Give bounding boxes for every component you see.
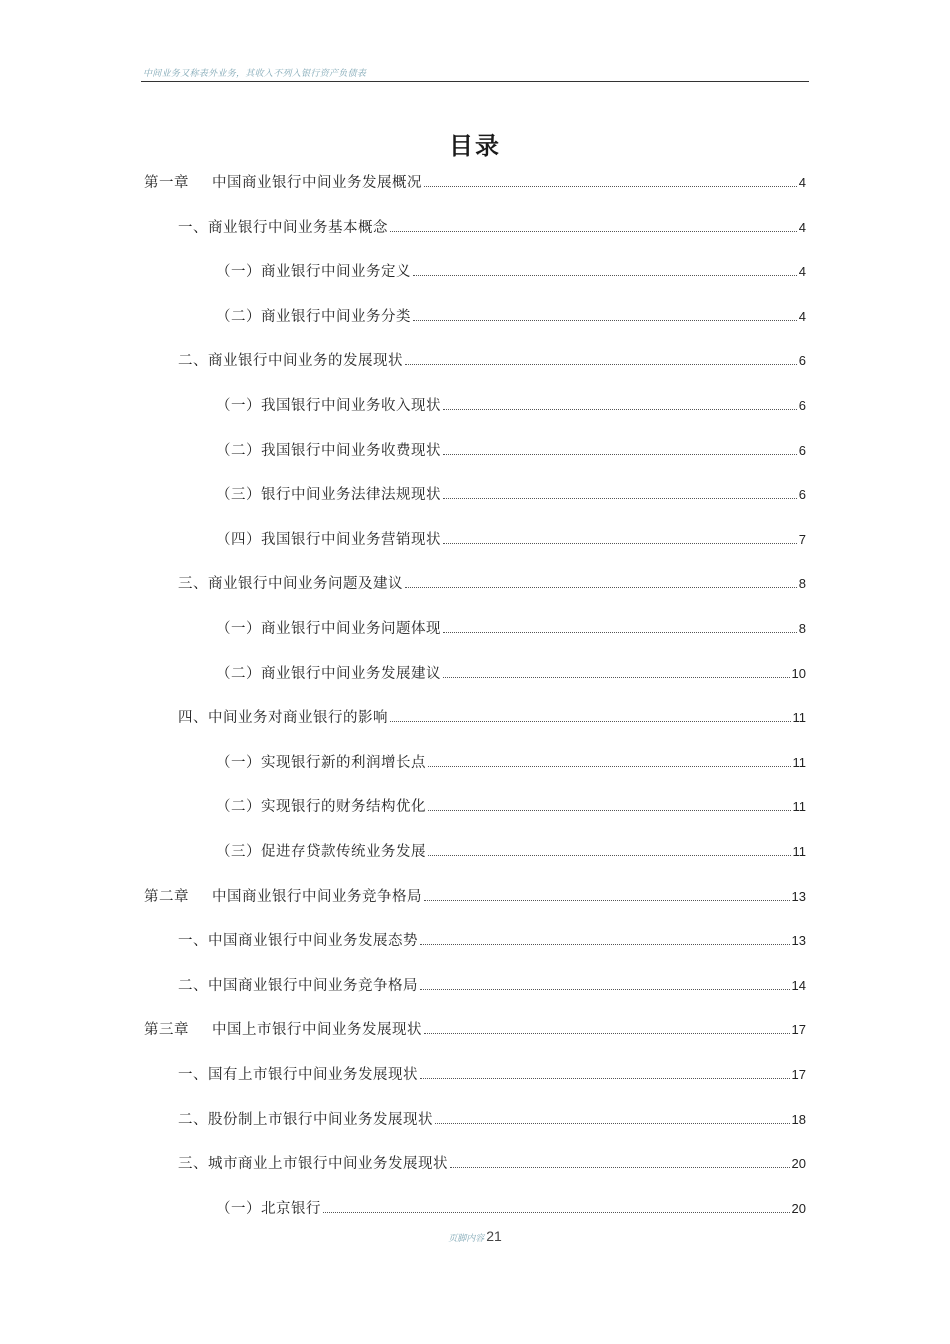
- toc-entry-number: 二、: [178, 1112, 208, 1128]
- toc-entry-label: [216, 440, 441, 462]
- toc-entry-number: （四）: [216, 532, 261, 548]
- toc-entry-text: 促进存贷款传统业务发展: [261, 844, 426, 860]
- toc-entry-label: [216, 796, 426, 818]
- toc-entry-text: 城市商业上市银行中间业务发展现状: [208, 1156, 448, 1172]
- toc-entry-text: 我国银行中间业务收入现状: [261, 398, 441, 414]
- toc-entry[interactable]: [178, 975, 806, 997]
- toc-entry-page: 4: [798, 309, 806, 324]
- toc-entry-label: [216, 618, 441, 640]
- toc-dot-leader: [443, 408, 797, 410]
- toc-entry-text: 中国上市银行中间业务发展现状: [212, 1022, 422, 1038]
- toc-entry-page: 17: [791, 1067, 806, 1082]
- toc-entry-page: 13: [791, 889, 806, 904]
- toc-entry-text: 商业银行中间业务基本概念: [208, 220, 388, 236]
- toc-dot-leader: [424, 899, 790, 901]
- toc-entry[interactable]: [144, 886, 806, 908]
- toc-entry-text: 中间业务对商业银行的影响: [208, 710, 388, 726]
- toc-entry-label: [178, 1109, 433, 1131]
- toc-entry-page: 20: [791, 1201, 806, 1216]
- toc-entry-label: [178, 1153, 448, 1175]
- toc-entry-number: （三）: [216, 487, 261, 503]
- toc-dot-leader: [443, 453, 797, 455]
- toc-entry[interactable]: [216, 752, 806, 774]
- toc-entry-label: [178, 350, 403, 372]
- toc-entry-label: [216, 841, 426, 863]
- toc-entry-page: 11: [792, 844, 806, 859]
- toc-entry-text: 北京银行: [261, 1201, 321, 1217]
- toc-entry-page: 7: [798, 532, 806, 547]
- toc-dot-leader: [428, 809, 791, 811]
- toc-entry-number: 一、: [178, 1067, 208, 1083]
- toc-entry-text: 国有上市银行中间业务发展现状: [208, 1067, 418, 1083]
- toc-entry[interactable]: [178, 930, 806, 952]
- toc-entry-number: 一、: [178, 933, 208, 949]
- toc-entry[interactable]: [216, 306, 806, 328]
- toc-entry-text: 银行中间业务法律法规现状: [261, 487, 441, 503]
- toc-entry-page: 20: [791, 1156, 806, 1171]
- footer-label: 页脚内容: [448, 1234, 485, 1244]
- toc-entry-page: 11: [792, 799, 806, 814]
- toc-entry-number: 二、: [178, 978, 208, 994]
- toc-dot-leader: [405, 586, 797, 588]
- toc-dot-leader: [428, 854, 791, 856]
- toc-entry-number: （一）: [216, 398, 261, 414]
- toc-entry-text: 中国商业银行中间业务发展态势: [208, 933, 418, 949]
- toc-dot-leader: [390, 720, 791, 722]
- toc-dot-leader: [405, 363, 797, 365]
- toc-entry-text: 商业银行中间业务发展建议: [261, 666, 441, 682]
- toc-entry-label: [216, 261, 411, 283]
- toc-entry[interactable]: [216, 796, 806, 818]
- toc-entry-label: [216, 484, 441, 506]
- toc-entry-label: [144, 886, 422, 908]
- toc-entry-number: 二、: [178, 353, 208, 369]
- running-header: 中间业务又称表外业务，其收入不列入银行资产负债表: [143, 69, 367, 79]
- toc-entry-label: [178, 217, 388, 239]
- toc-dot-leader: [443, 542, 797, 544]
- toc-dot-leader: [428, 765, 791, 767]
- toc-entry[interactable]: [178, 573, 806, 595]
- toc-entry-label: [216, 395, 441, 417]
- toc-entry-page: 8: [798, 576, 806, 591]
- page-footer: [0, 1226, 950, 1245]
- page-number: 21: [486, 1228, 502, 1244]
- toc-entry-text: 商业银行中间业务问题及建议: [208, 576, 403, 592]
- toc-entry-label: [216, 752, 426, 774]
- toc-entry[interactable]: [178, 1064, 806, 1086]
- toc-entry-page: 14: [791, 978, 806, 993]
- toc-entry-number: （一）: [216, 1201, 261, 1217]
- toc-entry-number: 第二章: [144, 889, 189, 905]
- page-title: 目录: [449, 132, 501, 160]
- toc-entry[interactable]: [178, 350, 806, 372]
- toc-entry[interactable]: [216, 841, 806, 863]
- toc-entry-number: （二）: [216, 443, 261, 459]
- toc-entry-text: 我国银行中间业务营销现状: [261, 532, 441, 548]
- toc-entry-page: 6: [798, 443, 806, 458]
- toc-dot-leader: [424, 185, 797, 187]
- toc-entry-page: 8: [798, 621, 806, 636]
- toc-entry[interactable]: [178, 217, 806, 239]
- toc-dot-leader: [323, 1211, 790, 1213]
- toc-entry-text: 商业银行中间业务定义: [261, 264, 411, 280]
- toc-dot-leader: [443, 676, 790, 678]
- toc-dot-leader: [435, 1122, 790, 1124]
- toc-entry-number: （一）: [216, 621, 261, 637]
- toc-dot-leader: [420, 943, 790, 945]
- toc-entry[interactable]: [178, 707, 806, 729]
- toc-entry[interactable]: [144, 172, 806, 194]
- toc-entry-text: 中国商业银行中间业务发展概况: [212, 175, 422, 191]
- toc-entry-label: [216, 306, 411, 328]
- toc-entry-text: 股份制上市银行中间业务发展现状: [208, 1112, 433, 1128]
- toc-entry[interactable]: [178, 1109, 806, 1131]
- toc-entry-page: 4: [798, 264, 806, 279]
- toc-entry-page: 6: [798, 398, 806, 413]
- toc-entry-text: 中国商业银行中间业务竞争格局: [208, 978, 418, 994]
- toc-dot-leader: [420, 1077, 790, 1079]
- toc-entry-page: 17: [791, 1022, 806, 1037]
- toc-entry-page: 11: [792, 710, 806, 725]
- toc-dot-leader: [443, 631, 797, 633]
- toc-entry-number: （一）: [216, 755, 261, 771]
- toc-entry-label: [216, 663, 441, 685]
- toc-entry[interactable]: [216, 663, 806, 685]
- toc-entry-label: [178, 707, 388, 729]
- toc-entry-label: [216, 1198, 321, 1220]
- toc-entry-text: 实现银行的财务结构优化: [261, 799, 426, 815]
- toc-dot-leader: [413, 319, 797, 321]
- toc-entry-number: （三）: [216, 844, 261, 860]
- toc-dot-leader: [443, 497, 797, 499]
- toc-entry-number: 三、: [178, 576, 208, 592]
- toc-entry-page: 11: [792, 755, 806, 770]
- toc-entry-label: [216, 529, 441, 551]
- toc-entry-page: 13: [791, 933, 806, 948]
- toc-entry-label: [178, 975, 418, 997]
- toc-entry-page: 6: [798, 487, 806, 502]
- toc-entry-label: [178, 930, 418, 952]
- toc-entry-text: 中国商业银行中间业务竞争格局: [212, 889, 422, 905]
- toc-entry-text: 实现银行新的利润增长点: [261, 755, 426, 771]
- toc-entry[interactable]: [144, 1019, 806, 1041]
- toc-entry[interactable]: [216, 261, 806, 283]
- toc-entry-text: 商业银行中间业务问题体现: [261, 621, 441, 637]
- toc-entry-label: [178, 573, 403, 595]
- toc-entry-number: （二）: [216, 666, 261, 682]
- toc-entry-number: 四、: [178, 710, 208, 726]
- toc-entry[interactable]: [216, 1198, 806, 1220]
- toc-entry[interactable]: [216, 529, 806, 551]
- toc-entry[interactable]: [216, 395, 806, 417]
- toc-entry[interactable]: [216, 440, 806, 462]
- toc-entry-text: 我国银行中间业务收费现状: [261, 443, 441, 459]
- toc-dot-leader: [413, 274, 797, 276]
- toc-entry-page: 18: [791, 1112, 806, 1127]
- toc-dot-leader: [424, 1032, 790, 1034]
- toc-entry-label: [144, 172, 422, 194]
- toc-entry[interactable]: [216, 484, 806, 506]
- toc-dot-leader: [390, 230, 797, 232]
- toc-entry-number: 三、: [178, 1156, 208, 1172]
- toc-entry-page: 4: [798, 175, 806, 190]
- toc-entry-number: （二）: [216, 309, 261, 325]
- toc-entry[interactable]: [216, 618, 806, 640]
- toc-entry-page: 4: [798, 220, 806, 235]
- toc-entry-text: 商业银行中间业务分类: [261, 309, 411, 325]
- toc-entry-label: [178, 1064, 418, 1086]
- toc-dot-leader: [450, 1166, 790, 1168]
- toc-entry[interactable]: [178, 1153, 806, 1175]
- toc-entry-number: 第一章: [144, 175, 189, 191]
- toc-entry-text: 商业银行中间业务的发展现状: [208, 353, 403, 369]
- toc-entry-page: 6: [798, 353, 806, 368]
- toc-entry-number: 第三章: [144, 1022, 189, 1038]
- toc-entry-label: [144, 1019, 422, 1041]
- toc-entry-page: 10: [791, 666, 806, 681]
- toc-entry-number: （二）: [216, 799, 261, 815]
- toc-entry-number: （一）: [216, 264, 261, 280]
- toc-dot-leader: [420, 988, 790, 990]
- toc-entry-number: 一、: [178, 220, 208, 236]
